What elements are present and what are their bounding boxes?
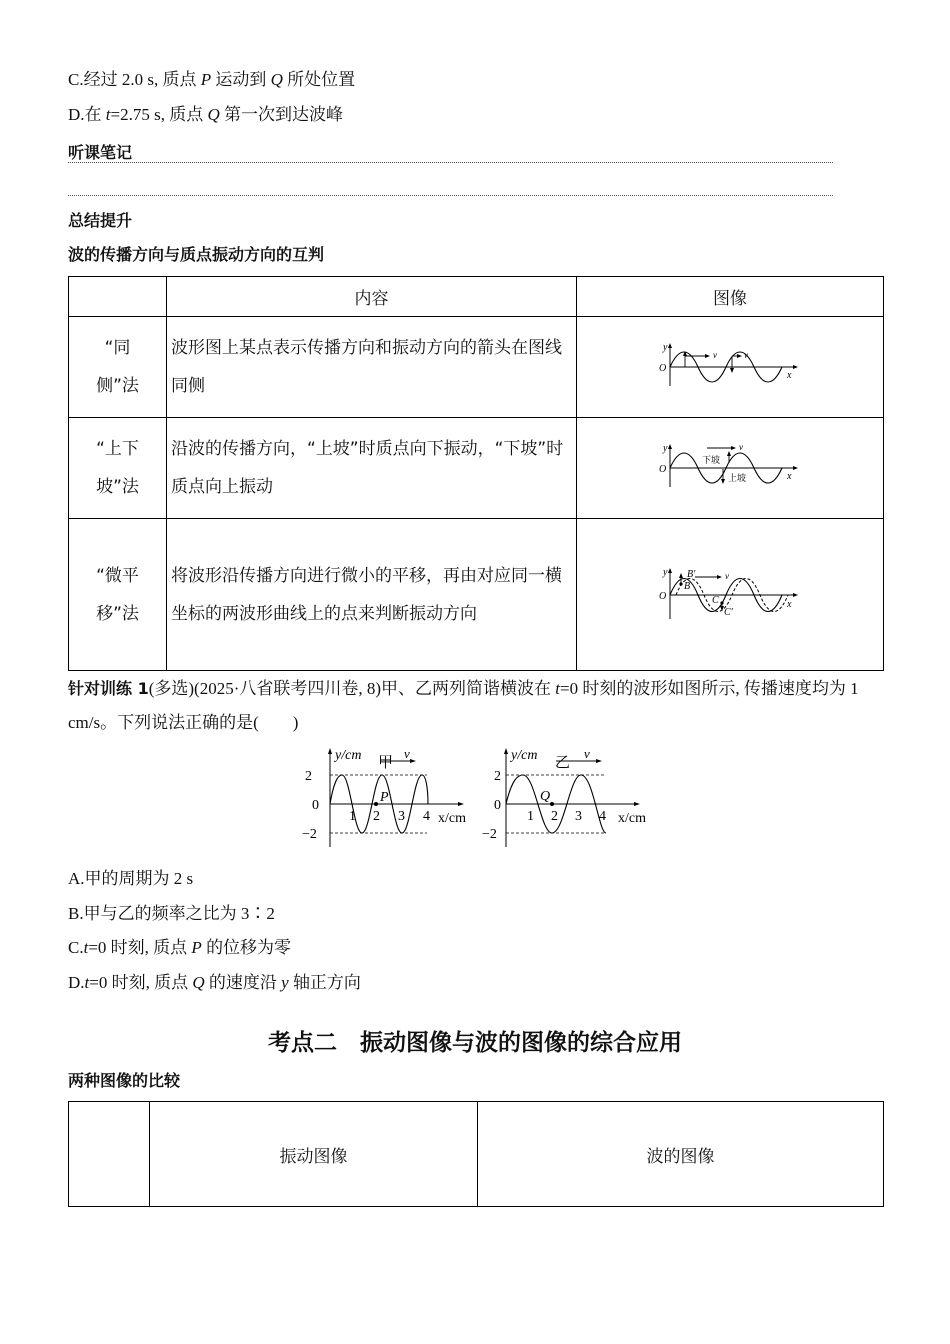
svg-text:−2: −2: [302, 827, 317, 842]
svg-text:B′: B′: [687, 568, 696, 580]
wave-yi: [482, 746, 646, 847]
svg-text:y: y: [663, 443, 668, 454]
notes-label: 听课笔记: [68, 143, 133, 162]
option-d-prev: D.在 t=2.75 s, 质点 Q 第一次到达波峰: [68, 105, 343, 124]
fig-same-side: [577, 317, 884, 418]
svg-text:上坡: 上坡: [728, 473, 747, 483]
svg-text:v: v: [404, 746, 410, 761]
svg-text:B: B: [684, 580, 691, 592]
table-row: [69, 519, 884, 671]
topic2-title: 考点二 振动图像与波的图像的综合应用: [268, 1030, 682, 1056]
desc-same-side: 波形图上某点表示传播方向和振动方向的箭头在图线同侧: [167, 317, 577, 418]
svg-text:2: 2: [551, 809, 558, 824]
svg-text:O: O: [659, 363, 667, 374]
table-header-row: [69, 1102, 884, 1207]
svg-text:C′: C′: [724, 606, 733, 618]
comparison-table: [68, 1101, 884, 1207]
fig-up-down: [577, 418, 884, 519]
svg-text:2: 2: [494, 769, 501, 784]
option-a: A.甲的周期为 2 s: [68, 869, 194, 888]
svg-text:C: C: [712, 594, 719, 606]
header-empty: [69, 277, 167, 317]
svg-text:y: y: [663, 566, 668, 578]
section-title: 波的传播方向与质点振动方向的互判: [68, 245, 325, 264]
svg-text:−2: −2: [482, 827, 497, 842]
header-content: 内容: [167, 277, 577, 317]
direction-methods-table: [68, 276, 884, 671]
svg-text:v: v: [584, 746, 590, 761]
svg-text:y: y: [663, 342, 668, 353]
svg-text:x/cm: x/cm: [618, 811, 646, 826]
option-b: B.甲与乙的频率之比为 3∶2: [68, 904, 275, 923]
desc-micro-shift: 将波形沿传播方向进行微小的平移，再由对应同一横坐标的两波形曲线上的点来判断振动方向: [167, 519, 577, 671]
svg-text:甲: 甲: [378, 755, 394, 771]
svg-text:下坡: 下坡: [702, 455, 721, 465]
table-row: [69, 317, 884, 418]
svg-text:4: 4: [599, 809, 606, 824]
header-wave: 波的图像: [478, 1102, 884, 1207]
option-d: D.t=0 时刻, 质点 Q 的速度沿 y 轴正方向: [68, 973, 361, 992]
svg-text:v: v: [739, 442, 743, 452]
svg-text:3: 3: [575, 809, 582, 824]
svg-text:v: v: [744, 350, 748, 360]
summary-label: 总结提升: [68, 211, 133, 230]
table-header-row: [69, 277, 884, 317]
svg-text:Q: Q: [540, 789, 551, 804]
desc-up-down: 沿波的传播方向，“上坡”时质点向下振动，“下坡”时质点向上振动: [167, 418, 577, 519]
table-row: [69, 418, 884, 519]
svg-text:y/cm: y/cm: [335, 748, 362, 763]
svg-text:3: 3: [398, 809, 405, 824]
svg-text:2: 2: [305, 769, 312, 784]
wave-jia: [302, 746, 466, 847]
method-up-down: “上下坡”法: [69, 418, 167, 519]
svg-text:1: 1: [349, 809, 356, 824]
svg-text:O: O: [659, 464, 667, 475]
micro-shift-wave-figure: [655, 563, 805, 623]
svg-text:x: x: [787, 598, 792, 610]
option-c: C.t=0 时刻, 质点 P 的位移为零: [68, 938, 292, 957]
header-vibration: 振动图像: [150, 1102, 478, 1207]
svg-text:1: 1: [527, 809, 534, 824]
svg-text:x: x: [787, 471, 792, 482]
option-c-prev: C.经过 2.0 s, 质点 P 运动到 Q 所处位置: [68, 70, 356, 89]
exercise-wave-figure: [300, 744, 660, 852]
svg-text:x/cm: x/cm: [438, 811, 466, 826]
method-micro-shift: “微平移”法: [69, 519, 167, 671]
svg-text:O: O: [659, 590, 667, 602]
svg-text:2: 2: [373, 809, 380, 824]
svg-text:P: P: [380, 790, 389, 805]
header-empty: [69, 1102, 150, 1207]
method-same-side: “同侧”法: [69, 317, 167, 418]
up-down-wave-figure: [655, 441, 805, 491]
svg-text:4: 4: [423, 809, 430, 824]
svg-text:y/cm: y/cm: [511, 748, 538, 763]
same-side-wave-figure: [655, 340, 805, 390]
svg-text:0: 0: [312, 798, 319, 813]
svg-text:0: 0: [494, 798, 501, 813]
svg-text:v: v: [713, 350, 717, 360]
svg-text:乙: 乙: [555, 755, 571, 771]
svg-text:x: x: [787, 370, 792, 381]
header-image: 图像: [577, 277, 884, 317]
svg-text:v: v: [725, 570, 729, 581]
exercise-1: 针对训练 1(多选)(2025·八省联考四川卷, 8)甲、乙两列简谐横波在 t=0 时刻的波形如图所示, 传播速度均为 1 cm/s。下列说法正确的是( ): [68, 679, 859, 732]
notes-line-1: [68, 162, 833, 163]
fig-micro-shift: [577, 519, 884, 671]
notes-line-2: [68, 195, 833, 196]
compare-label: 两种图像的比较: [68, 1071, 181, 1090]
